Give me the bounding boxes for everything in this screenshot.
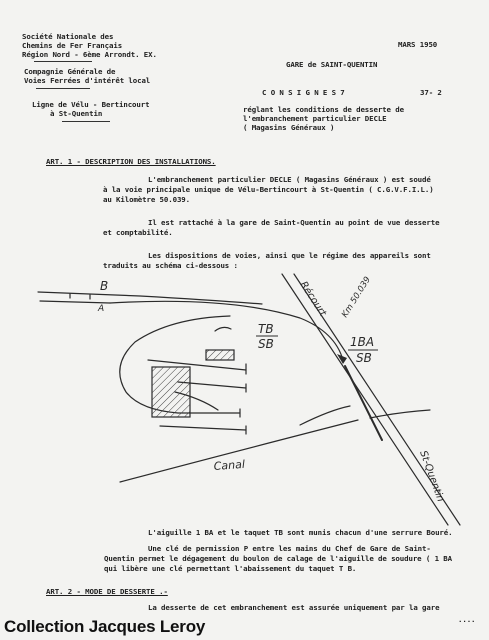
collection-watermark: Collection Jacques Leroy [4,617,206,636]
art2-title: ART. 2 - MODE DE DESSERTE .- [46,587,168,596]
consigne-label: C O N S I G N E S 7 [262,88,345,97]
p5-line-2: Quentin permet le dégagement du boulon de calage de l'aiguille de soudure ( 1 BA [104,554,452,563]
label-b: B [100,279,109,293]
art2-continuation: .... [458,615,476,624]
siding-3 [160,426,246,430]
track-a [40,301,110,303]
art1-p2-line-2: et comptabilité. [103,228,173,237]
art1-p3-line-1: Les dispositions de voies, ainsi que le régime des appareils sont [148,251,431,260]
art1-p1-line-2: à la voie principale unique de Vélu-Bertincourt à St-Quentin ( C.G.V.F.I.L.) [103,185,434,194]
subject-line-1: réglant les conditions de desserte de [243,105,404,114]
header-left-line-4: Compagnie Générale de [24,67,116,76]
header-left-line-3: Région Nord - 6ème Arrondt. EX. [22,50,157,59]
label-sb-2: SB [356,351,372,365]
header-left-line-7: à St-Quentin [50,109,103,118]
warehouse-small [206,350,234,360]
art1-p2-line-1: Il est rattaché à la gare de Saint-Quentin au point de vue desserte [148,218,440,227]
subject-line-3: ( Magasins Généraux ) [243,123,335,132]
subject-line-2: l'embranchement particulier DECLE [243,114,387,123]
station-name: GARE de SAINT-QUENTIN [286,60,378,69]
art2-p1-line-1: La desserte de cet embranchement est assurée uniquement par la gare [148,603,440,612]
label-1ba: 1BA [350,335,375,349]
warehouse-large [152,367,190,417]
art1-p1-line-1: L'embranchement particulier DECLE ( Magasins Généraux ) est soudé [148,175,431,184]
art1-p1-line-3: au Kilomètre 50.039. [103,195,190,204]
canal-edge-2 [370,410,430,418]
canal-link [300,406,350,425]
header-left-line-5: Voies Ferrées d'intérêt local [24,76,151,85]
main-line-left [282,274,448,525]
consigne-number: 37- 2 [420,88,442,97]
label-tb: TB [258,322,274,336]
label-stquentin: St-Quentin [417,449,446,504]
p4-line-1: L'aiguille 1 BA et le taquet TB sont munis chacun d'une serrure Bouré. [148,528,453,537]
label-km: Km 50.039 [340,275,374,320]
label-sb-1: SB [258,337,274,351]
art1-title: ART. 1 - DESCRIPTION DES INSTALLATIONS. [46,157,216,166]
header-left-line-2: Chemins de Fer Français [22,41,123,50]
p5-line-3: qui libère une clé permettant l'abaissement du taquet T B. [104,564,357,573]
bridge-1 [345,366,382,440]
header-left-line-1: Société Nationale des [22,32,114,41]
p5-line-1: Une clé de permission P entre les mains du Chef de Gare de Saint- [148,544,431,553]
document-date: MARS 1950 [398,40,438,49]
header-left-line-6: Ligne de Vélu - Bertincourt [32,100,150,109]
label-canal: Canal [213,457,246,473]
label-a: A [98,304,105,314]
art1-p3-line-2: traduits au schéma ci-dessous : [103,261,238,270]
label-recourt: Récourt [297,279,329,319]
